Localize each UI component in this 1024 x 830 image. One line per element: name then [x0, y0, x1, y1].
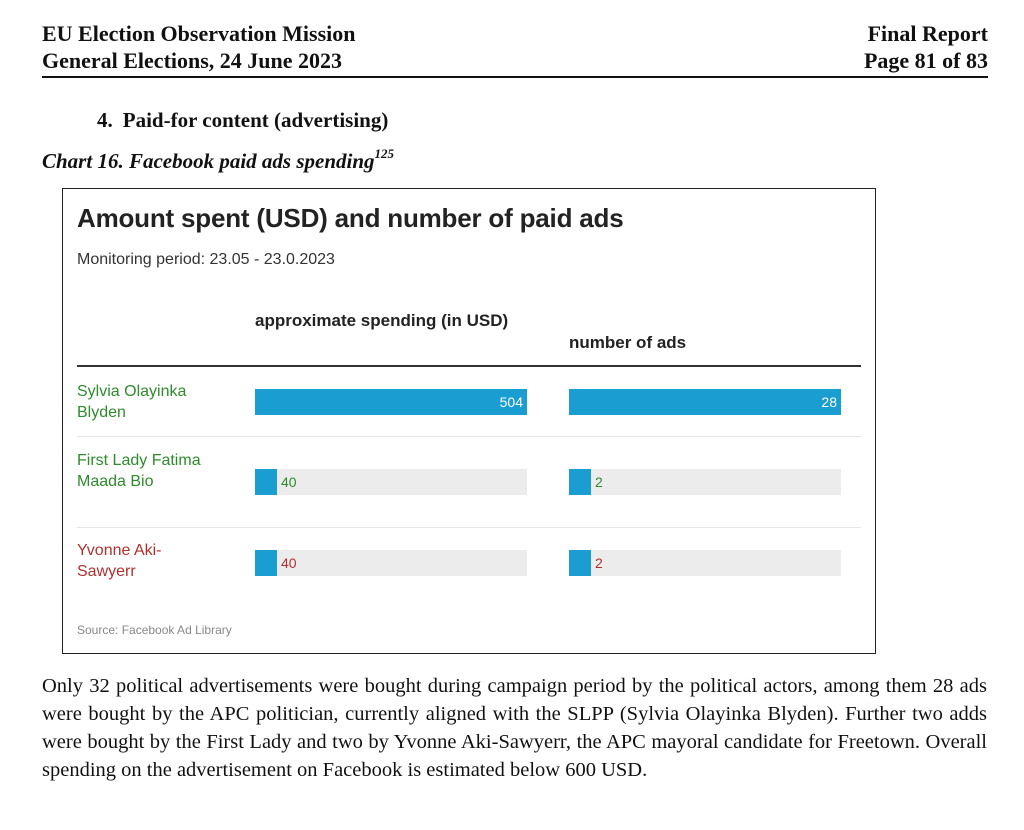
chart-source: Source: Facebook Ad Library	[77, 623, 232, 637]
bar	[569, 389, 841, 415]
bar-track	[569, 550, 841, 576]
bar	[569, 550, 591, 576]
bar-track	[255, 469, 527, 495]
chart-frame	[62, 188, 876, 654]
header-right	[864, 20, 988, 74]
election-name: General Elections, 24 June 2023	[42, 48, 343, 73]
chart-caption	[42, 148, 394, 174]
section-number: 4.	[97, 108, 113, 132]
bar-track	[569, 469, 841, 495]
bar	[255, 469, 277, 495]
page-number: Page 81 of 83	[863, 48, 988, 73]
row-label: First Lady Fatima Maada Bio	[77, 452, 201, 490]
row-label: Yvonne Aki-Sawyerr	[77, 542, 162, 580]
row-label: Sylvia Olayinka Blyden	[77, 383, 187, 421]
bar-track	[255, 550, 527, 576]
bar-value-label: 40	[281, 555, 297, 571]
bar	[255, 389, 527, 415]
chart-row	[77, 437, 861, 528]
bar-value-label: 28	[821, 394, 837, 410]
chart-title: Amount spent (USD) and number of paid ads	[77, 203, 624, 233]
caption-text: Chart 16. Facebook paid ads spending	[42, 149, 375, 173]
section-heading	[97, 108, 388, 133]
bar-track	[255, 389, 527, 415]
page-header	[42, 18, 988, 78]
bar	[569, 469, 591, 495]
report-type: Final Report	[867, 21, 988, 46]
bar-value-label: 40	[281, 474, 297, 490]
header-left	[42, 20, 356, 74]
bar-value-label: 504	[499, 394, 523, 410]
footnote-ref[interactable]: 125	[374, 146, 395, 161]
bar	[255, 550, 277, 576]
column-header-ads: number of ads	[569, 333, 687, 352]
bar-track	[569, 389, 841, 415]
chart-subtitle: Monitoring period: 23.05 - 23.0.2023	[77, 251, 335, 268]
chart-row	[77, 528, 861, 608]
column-header-spending: approximate spending (in USD)	[255, 311, 509, 330]
header-rule	[77, 365, 861, 367]
section-title: Paid-for content (advertising)	[122, 108, 389, 132]
bar-value-label: 2	[595, 555, 603, 571]
chart-row	[77, 369, 861, 437]
mission-name: EU Election Observation Mission	[42, 21, 356, 46]
bar-value-label: 2	[595, 474, 603, 490]
body-paragraph: Only 32 political advertisements were bought during campaign period by the political actors, among them 28 ads were bought by the APC politician, currently aligned with the SLPP (Sylvia Olayinka Blyden). Further two adds were bought by the First Lady and two by Yvonne Aki-Sawyerr, the APC mayoral candidate for Freetown. Overall spending on the advertisement on Facebook is estimated below 600 USD.	[42, 675, 987, 781]
